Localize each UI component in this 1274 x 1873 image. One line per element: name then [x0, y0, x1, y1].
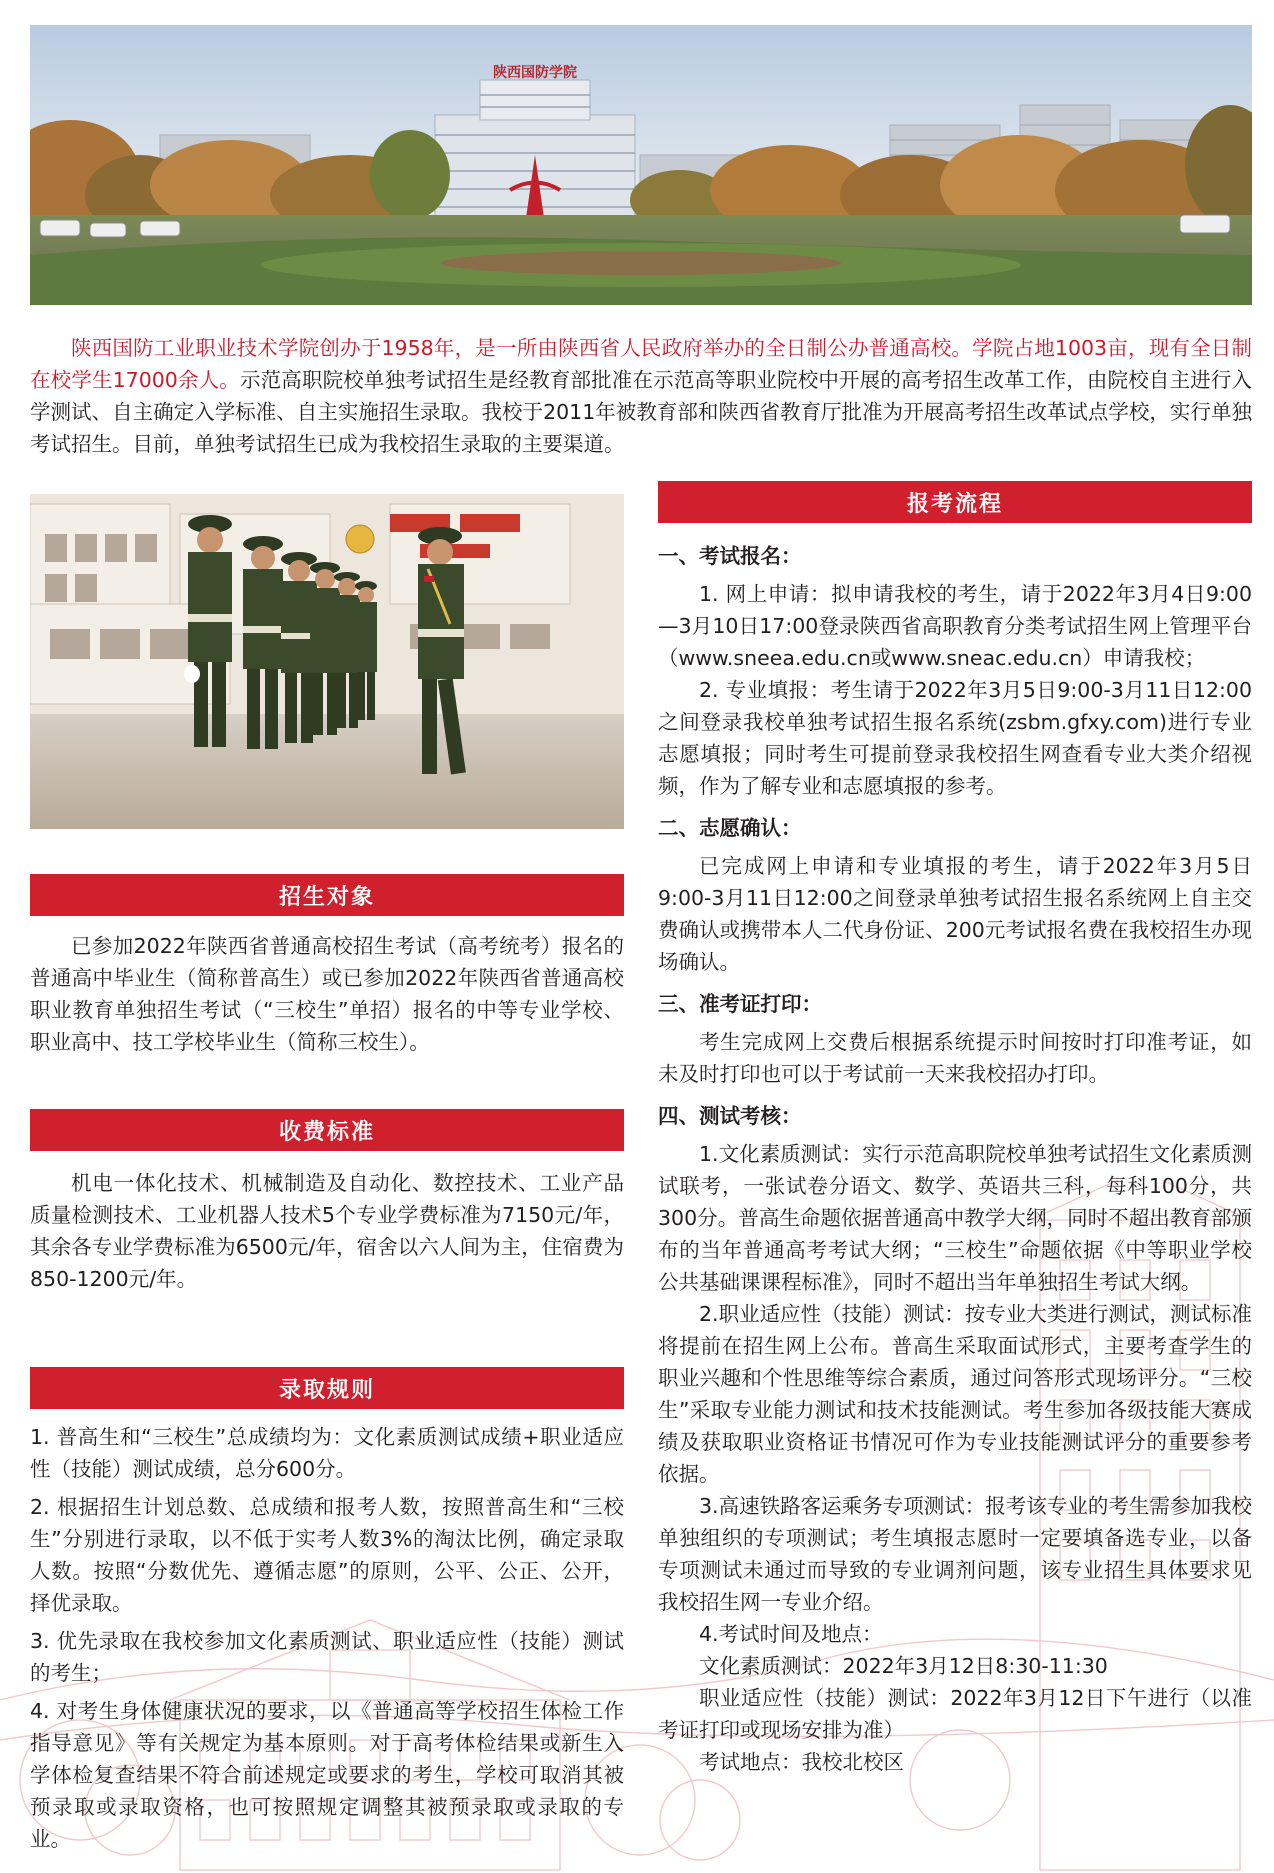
process-p2: 2. 专业填报：考生请于2022年3月5日9:00-3月11日12:00之间登录我校单独考试招生报名系统(zsbm.gfxy.com)进行专业志愿填报；同时考生可提前登录我校招生网查看专业大类介绍视频，作为了解专业和志愿填报的参考。 — [658, 678, 1252, 798]
process-p11: 考试地点：我校北校区 — [699, 1750, 904, 1774]
process-p9: 文化素质测试：2022年3月12日8:30-11:30 — [699, 1654, 1108, 1678]
rule-item-4: 4. 对考生身体健康状况的要求，以《普通高等学校招生体检工作指导意见》等有关规定为基本原则。对于高考体检结果或新生入学体检复查结果不符合前述规定或要求的考生，学校可取消其被预录取或录取资格，也可按照规定调整其被预录取或录取的专业。 — [30, 1699, 624, 1851]
honor-guard-photo — [30, 494, 624, 829]
process-p3: 已完成网上申请和专业填报的考生，请于2022年3月5日9:00-3月11日12:00之间登录单独考试招生报名系统网上自主交费确认或携带本人二代身份证、200元考试报名费在我校招生办现场确认。 — [658, 854, 1252, 974]
rule-item-2: 2. 根据招生计划总数、总成绩和报考人数，按照普高生和“三校生”分别进行录取，以不低于实考人数3%的淘汰比例，确定录取人数。按照“分数优先、遵循志愿”的原则，公平、公正、公开，择优录取。 — [30, 1495, 624, 1615]
process-p7: 3.高速铁路客运乘务专项测试：报考该专业的考生需参加我校单独组织的专项测试；考生填报志愿时一定要填备选专业，以备专项测试未通过而导致的专业调剂问题，该专业招生具体要求见我校招生网一专业介绍。 — [658, 1494, 1252, 1614]
building-sign-text: 陕西国防学院 — [493, 65, 577, 81]
intro-paragraph — [30, 332, 1252, 460]
section-banner-process: 报考流程 — [658, 481, 1252, 523]
section-banner-target: 招生对象 — [30, 874, 624, 916]
campus-hero-photo — [30, 25, 1252, 305]
process-p8: 4.考试时间及地点： — [699, 1622, 883, 1646]
process-p6: 2.职业适应性（技能）测试：按专业大类进行测试，测试标准将提前在招生网上公布。普高生采取面试形式，主要考查学生的职业兴趣和个性思维等综合素质，通过问答形式现场评分。“三校生”采取专业能力测试和技术技能测试。考生参加各级技能大赛成绩及获取职业资格证书情况可作为专业技能测试评分的重要参考依据。 — [658, 1302, 1252, 1486]
target-body: 已参加2022年陕西省普通高校招生考试（高考统考）报名的普通高中毕业生（简称普高生）或已参加2022年陕西省普通高校职业教育单独招生考试（“三校生”单招）报名的中等专业学校、职业高中、技工学校毕业生（简称三校生）。 — [30, 934, 624, 1054]
section-banner-rules: 录取规则 — [30, 1367, 624, 1409]
fees-body: 机电一体化技术、机械制造及自动化、数控技术、工业产品质量检测技术、工业机器人技术5个专业学费标准为7150元/年，其余各专业学费标准为6500元/年，宿舍以六人间为主，住宿费为850-1200元/年。 — [30, 1171, 624, 1291]
intro-rest: 示范高职院校单独考试招生是经教育部批准在示范高等职业院校中开展的高考招生改革工作，由院校自主进行入学测试、自主确定入学标准、自主实施招生录取。我校于2011年被教育部和陕西省教育厅批准为开展高考招生改革试点学校，实行单独考试招生。目前，单独考试招生已成为我校招生录取的主要渠道。 — [30, 368, 1252, 456]
rule-item-3: 3. 优先录取在我校参加文化素质测试、职业适应性（技能）测试的考生； — [30, 1629, 624, 1685]
process-heading-2: 二、志愿确认： — [658, 816, 802, 840]
process-body — [658, 540, 1252, 1778]
process-p1: 1. 网上申请：拟申请我校的考生，请于2022年3月4日9:00—3月10日17:00登录陕西省高职教育分类考试招生网上管理平台（www.sneea.edu.cn或www.sneac.edu.cn）申请我校； — [658, 582, 1252, 670]
process-heading-3: 三、准考证打印： — [658, 992, 822, 1016]
process-heading-1: 一、考试报名： — [658, 544, 802, 568]
rules-list — [30, 1421, 624, 1855]
process-p10: 职业适应性（技能）测试：2022年3月12日下午进行（以准考证打印或现场安排为准） — [658, 1686, 1252, 1742]
section-banner-fees: 收费标准 — [30, 1109, 624, 1151]
process-heading-4: 四、测试考核： — [658, 1104, 802, 1128]
process-p4: 考生完成网上交费后根据系统提示时间按时打印准考证，如未及时打印也可以于考试前一天来我校招办打印。 — [658, 1030, 1252, 1086]
rule-item-1: 1. 普高生和“三校生”总成绩均为：文化素质测试成绩+职业适应性（技能）测试成绩，总分600分。 — [30, 1425, 624, 1481]
process-p5: 1.文化素质测试：实行示范高职院校单独考试招生文化素质测试联考，一张试卷分语文、数学、英语共三科，每科100分，共300分。普高生命题依据普通高中教学大纲，同时不超出教育部颁布的当年普通高考考试大纲；“三校生”命题依据《中等职业学校公共基础课课程标准》，同时不超出当年单独招生考试大纲。 — [658, 1142, 1252, 1294]
intro-highlight: 陕西国防工业职业技术学院创办于1958年，是一所由陕西省人民政府举办的全日制公办普通高校。学院占地1003亩，现有全日制在校学生17000余人。 — [30, 336, 1252, 392]
